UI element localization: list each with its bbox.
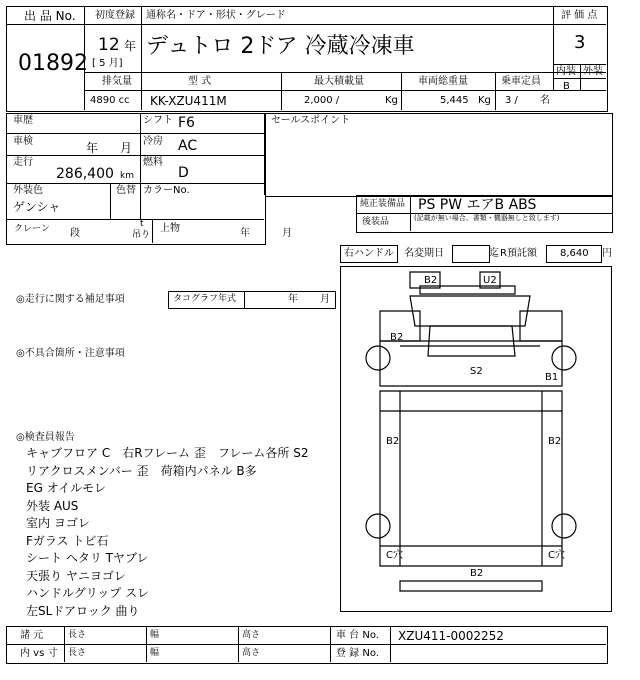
inspection-year: 年: [86, 141, 99, 155]
inspector-report-line: 天張り ヤニヨゴレ: [26, 568, 126, 583]
ac-value: AC: [178, 138, 198, 154]
vehicle-diagram: [340, 266, 610, 610]
inspection-month: 月: [120, 141, 133, 155]
mark-mirror-left: B2: [424, 275, 438, 286]
mileage-value: 286,400: [56, 166, 114, 182]
tachograph-label: タコグラフ年式: [173, 294, 237, 304]
fuel-label: 燃料: [143, 157, 163, 168]
chassis-label: 車 台 No.: [336, 630, 379, 641]
inspector-report-line: シート ヘタリ Tヤブレ: [26, 551, 149, 565]
capacity-label: 乗車定員: [501, 76, 541, 87]
mark-cab-right: B1: [545, 372, 559, 383]
inner-length-label: 長さ: [68, 648, 87, 658]
vehicle-title: デュトロ 2ドア 冷蔵冷凍車: [146, 34, 415, 59]
mark-rear-left: C穴: [386, 550, 403, 561]
grade-value: 3: [574, 32, 586, 53]
first-reg-year: 12: [98, 35, 120, 55]
shift-value: F6: [178, 115, 195, 131]
lift-label: 上物: [160, 223, 180, 234]
capacity-unit: 名: [540, 95, 550, 106]
inspector-report-line: EG オイルモレ: [26, 481, 107, 495]
shift-label: シフト: [143, 115, 173, 126]
inspection-label: 車検: [13, 136, 33, 147]
mark-box-right: B2: [548, 436, 562, 447]
running-remarks-label: ◎走行に関する補足事項: [16, 294, 125, 305]
tachograph-month: 月: [320, 294, 330, 305]
color-label: 外装色: [13, 185, 43, 196]
renamed-suffix: 迄: [489, 248, 499, 259]
color-change-label: 色替: [116, 185, 136, 196]
inner-height-label: 高さ: [242, 648, 261, 658]
crane-hang: 吊り: [132, 230, 151, 240]
gross-weight-unit: Kg: [478, 95, 491, 106]
recycle-unit: 円: [602, 248, 612, 259]
width-label: 幅: [150, 630, 160, 640]
history-label: 車歴: [13, 115, 33, 126]
length-label: 長さ: [68, 630, 87, 640]
lift-year: 年: [240, 228, 250, 239]
crane-ton: t: [140, 219, 144, 229]
chassis-value: XZU411-0002252: [398, 629, 504, 643]
max-load-label: 最大積載量: [314, 76, 364, 87]
recycle-value: 8,640: [560, 248, 589, 259]
standard-equipment-label: 純正装備品: [360, 199, 406, 209]
model-value: KK-XZU411M: [150, 94, 227, 108]
mark-cab-left: B2: [390, 332, 404, 343]
notes-label: 諸 元: [20, 630, 44, 641]
color-value: ゲンシャ: [13, 200, 61, 214]
standard-equipment: PS PW エアB ABS: [418, 197, 537, 213]
tachograph-year: 年: [288, 294, 298, 305]
first-reg-year-unit: 年: [124, 39, 137, 53]
inspector-report-label: ◎検査員報告: [16, 432, 75, 443]
fuel-value: D: [178, 165, 189, 181]
crane-stage: 段: [70, 228, 80, 239]
mark-mirror-right: U2: [483, 275, 497, 286]
gross-weight-value: 5,445: [440, 95, 469, 106]
mark-rear-right: C穴: [548, 550, 565, 561]
exterior-label: 外装: [583, 66, 603, 77]
max-load-unit: Kg: [385, 95, 398, 106]
inspector-report-line: 室内 ヨゴレ: [26, 516, 90, 530]
grade-label: 評 価 点: [561, 10, 598, 21]
inspector-report-line: 左SLドアロック 曲り: [26, 603, 140, 618]
interior-grade: B: [563, 81, 570, 92]
footer-frame: [6, 626, 608, 664]
displacement-value: 4890 cc: [90, 95, 130, 106]
first-reg-month: [ 5 月]: [92, 58, 123, 69]
displacement-label: 排気量: [102, 76, 132, 87]
renamed-box: [452, 245, 490, 263]
inspector-report-line: ハンドルグリップ スレ: [26, 586, 150, 600]
title-label: 通称名・ドア・形状・グレード: [146, 10, 286, 21]
aftermarket-label: 後装品: [362, 217, 390, 227]
max-load-value: 2,000 /: [304, 95, 340, 106]
mileage-label: 走行: [13, 157, 33, 168]
defects-label: ◎不具合箇所・注意事項: [16, 348, 125, 359]
inspector-report-line: キャブフロア C 右Rフレーム 歪 フレーム各所 S2: [26, 446, 309, 460]
gross-weight-label: 車両総重量: [418, 76, 468, 87]
sales-point-label: セールスポイント: [271, 115, 351, 126]
inspector-report-line: Fガラス トビ石: [26, 533, 109, 548]
recycle-label: R預託額: [500, 248, 537, 259]
lot-no: 01892: [18, 51, 88, 76]
height-label: 高さ: [242, 630, 261, 640]
lot-no-label: 出 品 No.: [24, 9, 76, 23]
steering-value: 右ハンドル: [344, 248, 394, 259]
renamed-label: 名変期日: [404, 248, 444, 259]
ac-label: 冷房: [143, 136, 163, 147]
mark-cab-center: S2: [470, 366, 483, 377]
lift-month: 月: [282, 228, 292, 239]
inner-width-label: 幅: [150, 648, 160, 658]
mileage-unit: km: [120, 171, 134, 181]
first-reg-label: 初度登録: [95, 10, 135, 21]
model-label: 型 式: [188, 76, 212, 87]
interior-label: 内装: [556, 66, 576, 77]
internal-label: 内 vs 寸: [20, 648, 58, 659]
aftermarket-note: (記載が無い場合、書類・機器無しと致します): [414, 214, 560, 222]
registration-label: 登 録 No.: [336, 648, 379, 659]
inspector-report-line: リアクロスメンバー 歪 荷箱内パネル B多: [26, 463, 257, 478]
crane-label: クレーン: [14, 224, 50, 234]
inspector-report-line: 外装 AUS: [26, 498, 79, 513]
mark-rear-center: B2: [470, 568, 484, 579]
mark-box-left: B2: [386, 436, 400, 447]
capacity-value: 3 /: [505, 95, 518, 106]
color-no-label: カラーNo.: [143, 185, 190, 196]
